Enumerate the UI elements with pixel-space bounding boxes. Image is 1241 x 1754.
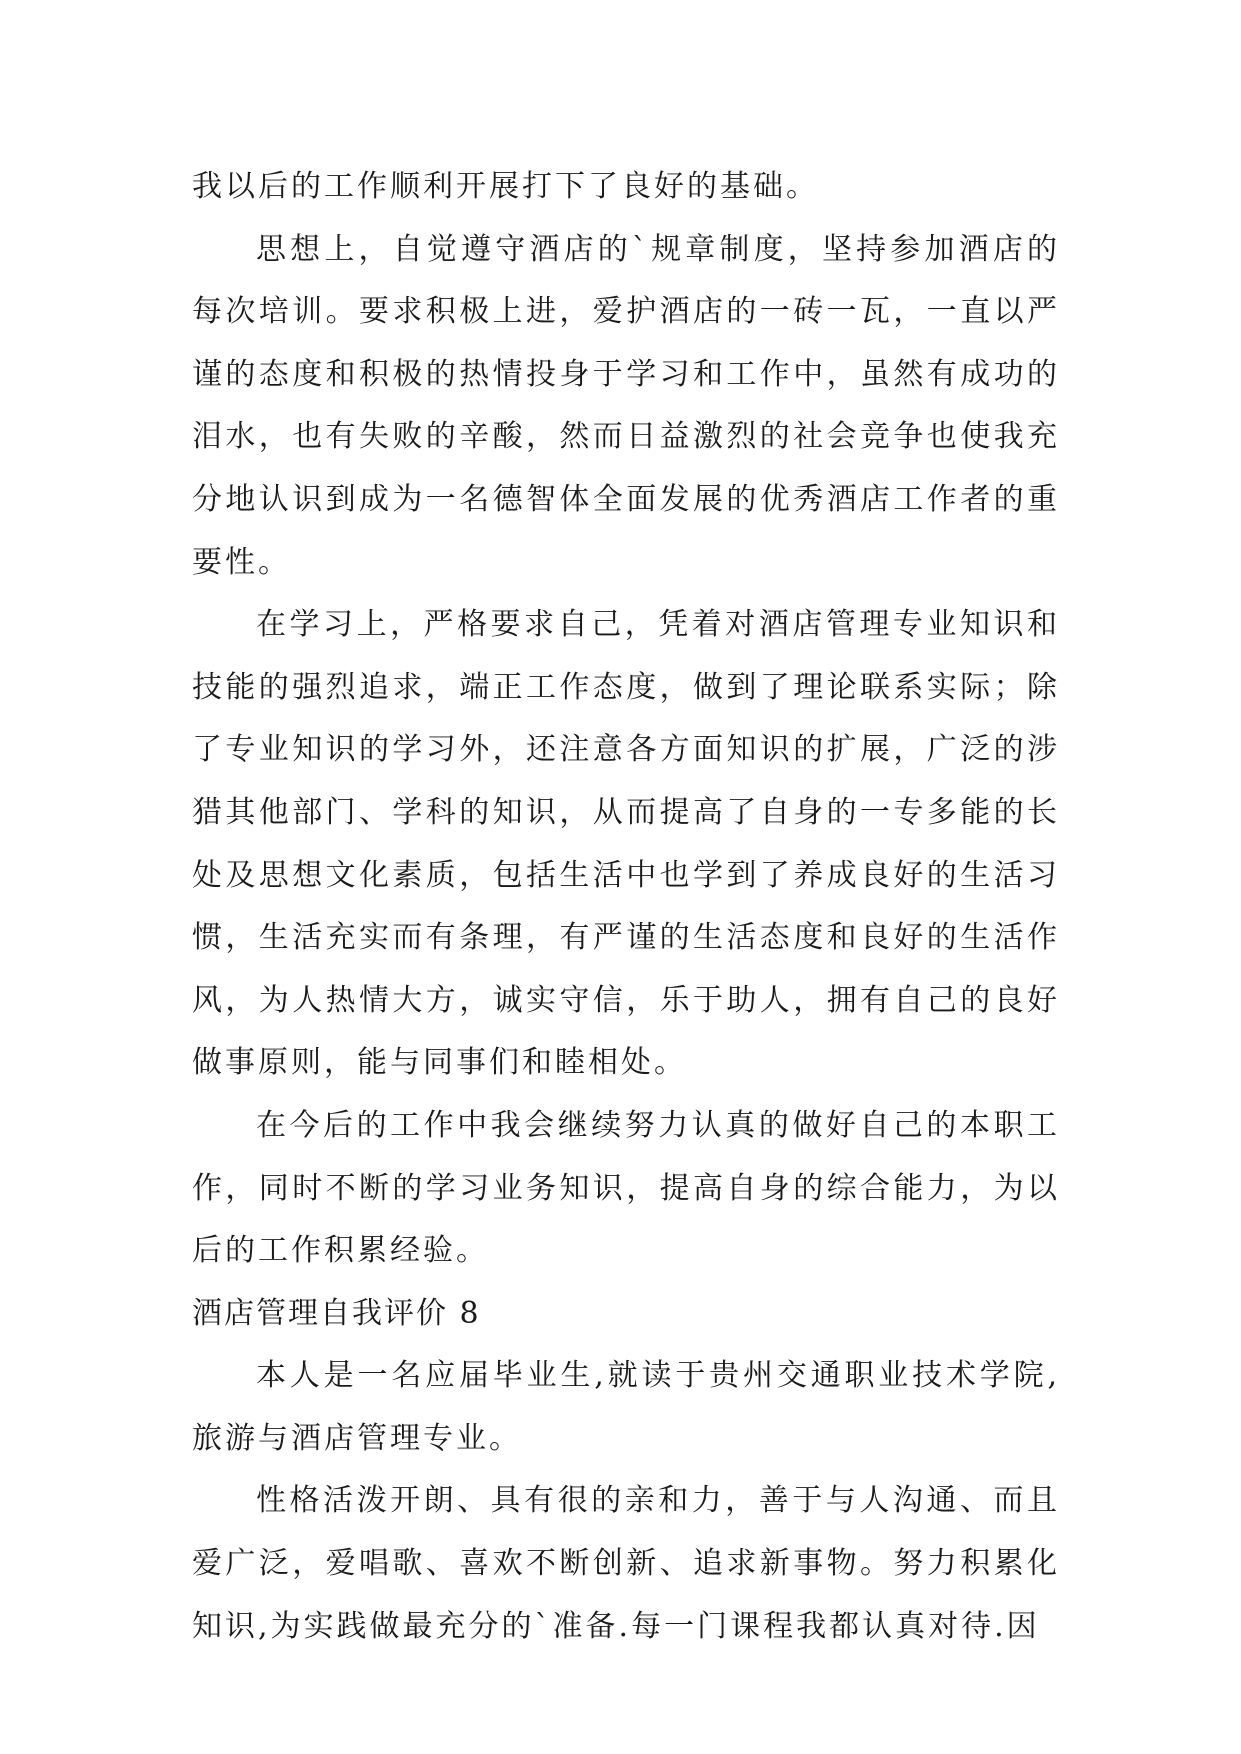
paragraph-continuation: 我以后的工作顺利开展打下了良好的基础。 [192, 169, 819, 204]
document-body [192, 156, 1060, 1658]
paragraph-study: 在学习上，严格要求自己，凭着对酒店管理专业知识和技能的强烈追求，端正工作态度，做到了理论联系实际；除了专业知识的学习外，还注意各方面知识的扩展，广泛的涉猎其他部门、学科的知识，从而提高了自身的一专多能的长处及思想文化素质，包括生活中也学到了养成良好的生活习惯，生活充实而有条理，有严谨的生活态度和良好的生活作风，为人热情大方，诚实守信，乐于助人，拥有自己的良好做事原则，能与同事们和睦相处。 [192, 607, 1060, 1081]
paragraph-intro: 本人是一名应届毕业生,就读于贵州交通职业技术学院,旅游与酒店管理专业。 [192, 1358, 1060, 1456]
section-heading: 酒店管理自我评价 8 [192, 1295, 481, 1331]
paragraph-personality: 性格活泼开朗、具有很的亲和力，善于与人沟通、而且爱广泛，爱唱歌、喜欢不断创新、追求新事物。努力积累化知识,为实践做最充分的`准备.每一门课程我都认真对待.因 [192, 1483, 1060, 1644]
paragraph-future: 在今后的工作中我会继续努力认真的做好自己的本职工作，同时不断的学习业务知识，提高自身的综合能力，为以后的工作积累经验。 [192, 1107, 1060, 1269]
paragraph-thought: 思想上，自觉遵守酒店的`规章制度，坚持参加酒店的每次培训。要求积极上进，爱护酒店的一砖一瓦，一直以严谨的态度和积极的热情投身于学习和工作中，虽然有成功的泪水，也有失败的辛酸，然而日益激烈的社会竞争也使我充分地认识到成为一名德智体全面发展的优秀酒店工作者的重要性。 [192, 231, 1060, 580]
